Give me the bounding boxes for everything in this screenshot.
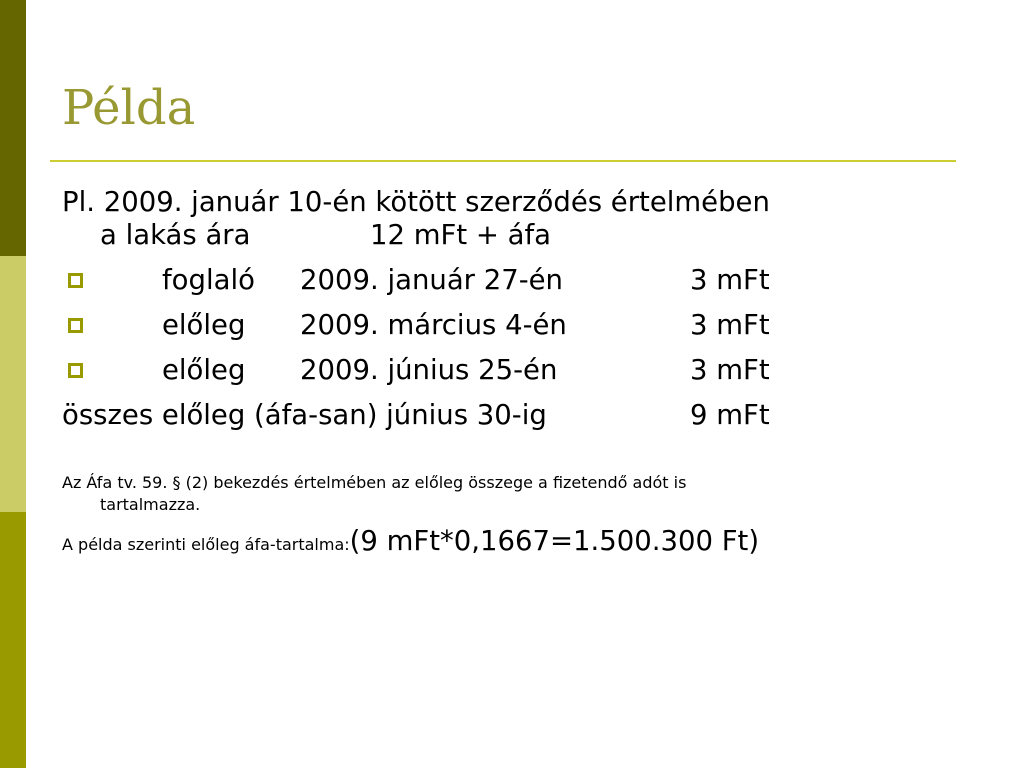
payment-amount: 3 mFt xyxy=(690,309,770,341)
note-line-continued: tartalmazza. xyxy=(100,494,201,514)
formula-lead-text: A példa szerinti előleg áfa-tartalma: xyxy=(62,535,350,555)
sidebar-stripe-bottom xyxy=(0,512,26,768)
payment-date: 2009. június 25-én xyxy=(300,354,558,386)
sidebar-stripe-middle xyxy=(0,256,26,512)
payment-amount: 3 mFt xyxy=(690,354,770,386)
price-line xyxy=(62,219,962,252)
summary-label: összes előleg (áfa-san) június 30-ig xyxy=(62,399,547,431)
slide-content xyxy=(62,186,962,557)
intro-line: Pl. 2009. január 10-én kötött szerződés értelmében xyxy=(62,186,770,218)
payment-amount: 3 mFt xyxy=(690,264,770,296)
payment-date: 2009. január 27-én xyxy=(300,264,563,296)
formula-text: (9 mFt*0,1667=1.500.300 Ft) xyxy=(349,525,760,558)
slide-title: Példa xyxy=(62,80,196,136)
price-label: a lakás ára xyxy=(100,219,251,251)
square-bullet-icon xyxy=(68,273,83,288)
summary-amount: 9 mFt xyxy=(690,399,770,431)
payment-date: 2009. március 4-én xyxy=(300,309,567,341)
note-line: Az Áfa tv. 59. § (2) bekezdés értelmében az előleg összege a fizetendő adót is xyxy=(62,473,687,492)
payment-type: előleg xyxy=(162,309,246,341)
payment-type: előleg xyxy=(162,354,246,386)
square-bullet-icon xyxy=(68,363,83,378)
payment-row-3 xyxy=(62,354,962,387)
price-value: 12 mFt + áfa xyxy=(370,219,552,251)
title-divider xyxy=(50,160,956,162)
summary-row xyxy=(62,399,962,432)
square-bullet-icon xyxy=(68,318,83,333)
payment-type: foglaló xyxy=(162,264,255,296)
payment-row-2 xyxy=(62,309,962,342)
payment-row-1 xyxy=(62,264,962,297)
formula-line xyxy=(62,525,962,557)
sidebar-stripe-top xyxy=(0,0,26,256)
